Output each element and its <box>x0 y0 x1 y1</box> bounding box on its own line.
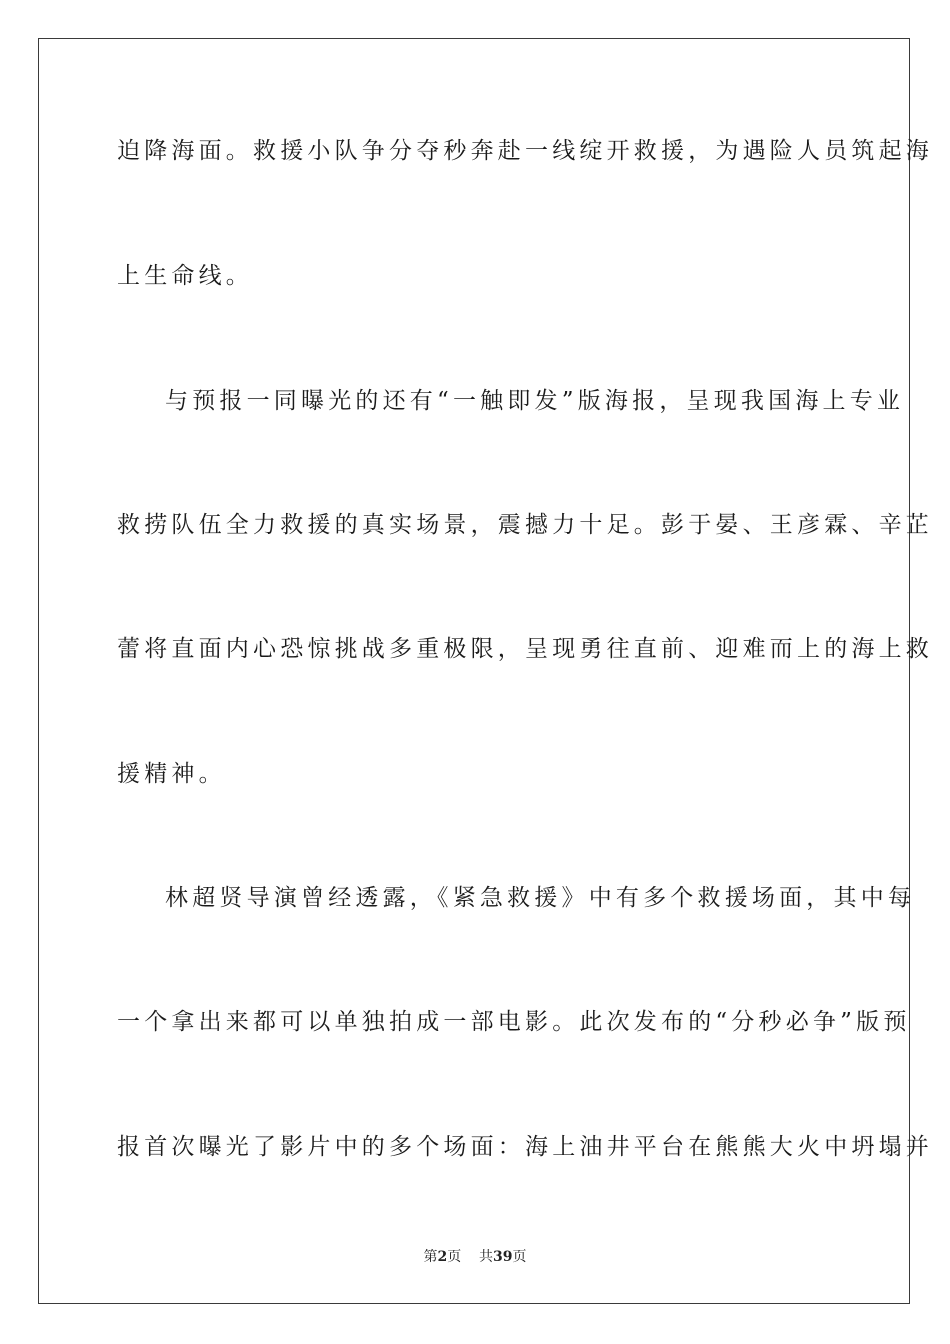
paragraph-first-line: 林超贤导演曾经透露，《紧急救援》中有多个救援场面，其中每 <box>165 885 916 911</box>
total-suffix: 页 <box>512 1249 527 1265</box>
text-line: 救捞队伍全力救援的真实场景，震撼力十足。彭于晏、王彦霖、辛芷 <box>117 512 933 538</box>
text-line: 迫降海面。救援小队争分夺秒奔赴一线绽开救援，为遇险人员筑起海 <box>117 138 933 164</box>
current-page-number: 2 <box>437 1249 448 1265</box>
text-line: 上生命线。 <box>117 263 253 289</box>
page-border <box>38 38 933 1304</box>
text-line: 援精神。 <box>117 761 226 787</box>
page-suffix: 页 <box>447 1249 462 1265</box>
total-page-count: 39 <box>493 1249 513 1265</box>
text-line: 蕾将直面内心恐惊挑战多重极限，呈现勇往直前、迎难而上的海上救 <box>117 636 933 662</box>
paragraph-first-line: 与预报一同曝光的还有“一触即发”版海报，呈现我国海上专业 <box>165 388 905 414</box>
total-prefix: 共 <box>479 1249 494 1265</box>
text-line: 一个拿出来都可以单独拍成一部电影。此次发布的“分秒必争”版预 <box>117 1009 911 1035</box>
text-line: 报首次曝光了影片中的多个场面：海上油井平台在熊熊大火中坍塌并 <box>117 1134 933 1160</box>
page-number-footer <box>0 1249 950 1265</box>
page-prefix: 第 <box>423 1249 438 1265</box>
